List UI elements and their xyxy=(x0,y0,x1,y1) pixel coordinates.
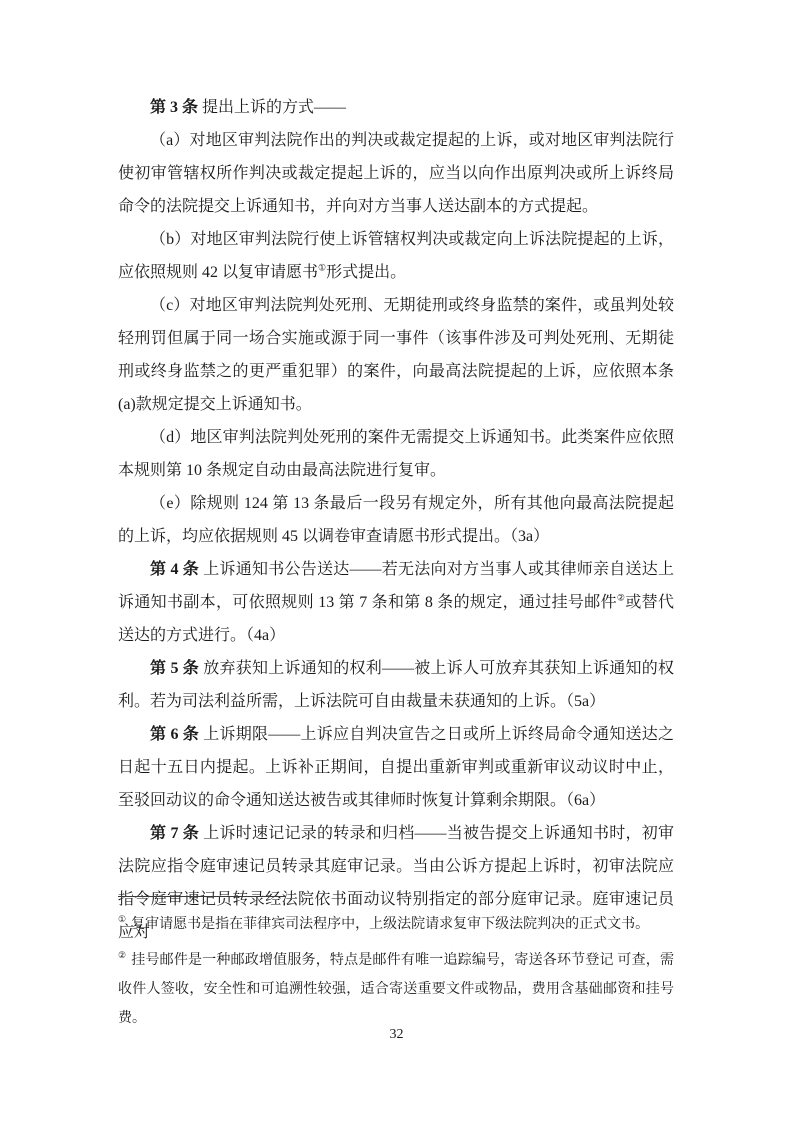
paragraph-text: 形式提出。 xyxy=(326,264,407,281)
paragraph xyxy=(118,553,674,652)
paragraph xyxy=(118,421,674,487)
footnote-marker: ② xyxy=(118,950,127,961)
footnote-ref: ① xyxy=(318,262,327,273)
paragraph-text: （b）对地区审判法院行使上诉管辖权判决或裁定向上诉法院提起的上诉，应依照规则 42 以复审请愿书 xyxy=(118,231,674,281)
footnote-ref: ② xyxy=(616,592,626,603)
paragraph xyxy=(118,718,674,817)
footnote-marker: ① xyxy=(118,914,127,925)
footnotes-list xyxy=(118,910,674,1033)
footnote xyxy=(118,910,674,939)
article-number: 第 5 条 xyxy=(150,660,199,677)
paragraph-text: （a）对地区审判法院作出的判决或裁定提起的上诉，或对地区审判法院行使初审管辖权所作判决或裁定提起上诉的，应当以向作出原判决或所上诉终局命令的法院提交上诉通知书，并向对方当事人送达副本的方式提起。 xyxy=(118,132,674,215)
footnote-text: 复审请愿书是指在菲律宾司法程序中，上级法院请求复审下级法院判决的正式文书。 xyxy=(131,917,650,932)
document-body xyxy=(118,91,674,949)
page-number: 32 xyxy=(389,1027,404,1042)
article-number: 第 7 条 xyxy=(150,825,199,842)
paragraph-text: 上诉时速记记录的转录和归档——当被告提交上诉通知书时，初审法院应指令庭审速记员转录其庭审记录。当由公诉方提起上诉时，初审法院应指令庭审速记员转录经法院依书面动议特别指定的部分庭审记录。庭审速记员应对 xyxy=(118,825,674,941)
paragraph-text: 上诉通知书公告送达——若无法向对方当事人或其律师亲自送达上诉通知书副本，可依照规则 13 第 7 条和第 8 条的规定，通过挂号邮件 xyxy=(118,561,674,611)
paragraph-text: （e）除规则 124 第 13 条最后一段另有规定外，所有其他向最高法院提起的上诉，均应依据规则 45 以调卷审查请愿书形式提出。（3a） xyxy=(118,495,674,545)
paragraph xyxy=(118,487,674,553)
paragraph-text: 放弃获知上诉通知的权利——被上诉人可放弃其获知上诉通知的权利。若为司法利益所需，上诉法院可自由裁量未获通知的上诉。（5a） xyxy=(118,660,674,710)
footnote-text: 挂号邮件是一种邮政增值服务，特点是邮件有唯一追踪编号，寄送各环节登记 可查，需收件人签收，安全性和可追溯性较强，适合寄送重要文件或物品，费用含基础邮资和挂号费。 xyxy=(118,953,674,1026)
article-number: 第 6 条 xyxy=(150,726,199,743)
paragraph-text: 上诉期限——上诉应自判决宣告之日或所上诉终局命令通知送达之日起十五日内提起。上诉补正期间，自提出重新审判或重新审议动议时中止，至驳回动议的命令通知送达被告或其律师时恢复计算剩余期限。（6a） xyxy=(118,726,674,809)
article-number: 第 4 条 xyxy=(150,561,199,578)
footnote-separator xyxy=(118,896,286,897)
article-number: 第 3 条 xyxy=(150,99,199,116)
paragraph-text: （c）对地区审判法院判处死刑、无期徒刑或终身监禁的案件，或虽判处较轻刑罚但属于同一场合实施或源于同一事件（该事件涉及可判处死刑、无期徒刑或终身监禁之的更严重犯罪）的案件，向最高法院提起的上诉，应依照本条(a)款规定提交上诉通知书。 xyxy=(118,297,674,413)
paragraph-text: 提出上诉的方式—— xyxy=(198,99,347,116)
paragraph-text: （d）地区审判法院判处死刑的案件无需提交上诉通知书。此类案件应依照本规则第 10 条规定自动由最高法院进行复审。 xyxy=(118,429,674,479)
paragraph xyxy=(118,124,674,223)
paragraph xyxy=(118,652,674,718)
paragraph xyxy=(118,223,674,289)
paragraph-text: 或替代送达的方式进行。（4a） xyxy=(118,594,674,644)
footnote xyxy=(118,946,674,1033)
paragraph xyxy=(118,289,674,421)
footnotes-section xyxy=(118,896,674,1040)
paragraph xyxy=(118,91,674,124)
